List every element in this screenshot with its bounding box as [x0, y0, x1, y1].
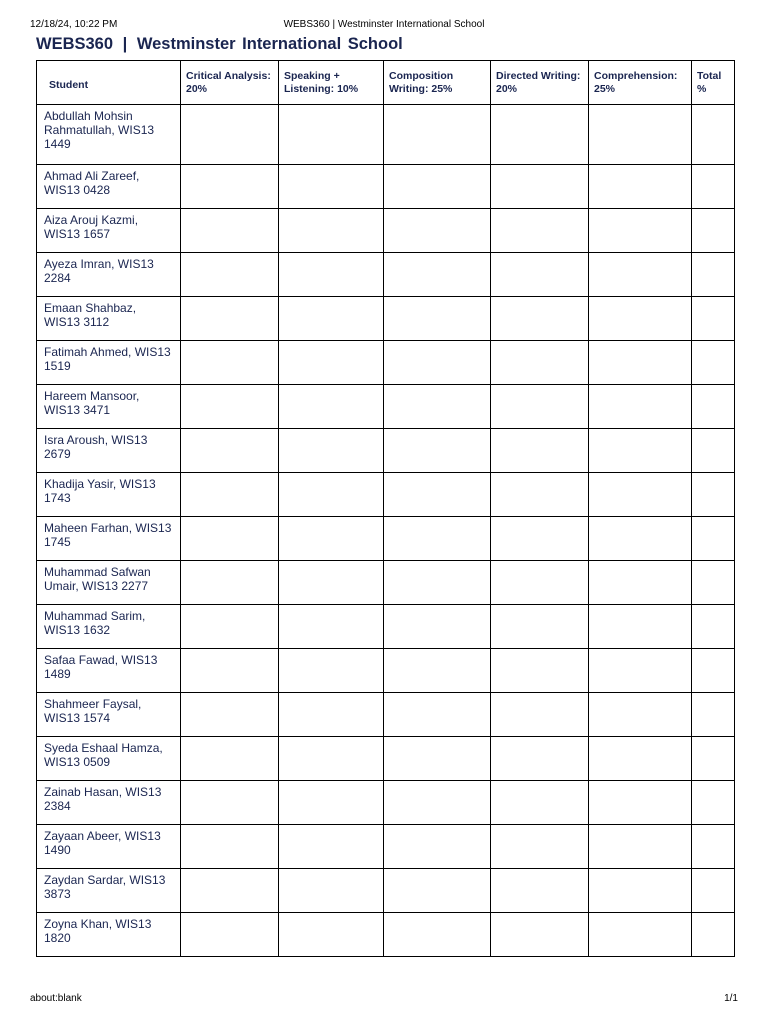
directed-writing-cell: [491, 869, 589, 913]
student-name-cell: Ahmad Ali Zareef, WIS13 0428: [37, 165, 181, 209]
composition-writing-cell: [384, 869, 491, 913]
comprehension-cell: [589, 693, 692, 737]
column-header-critical-analysis: Critical Analysis: 20%: [181, 61, 279, 105]
speaking-listening-cell: [279, 913, 384, 957]
brand-logo-text: WEBS360: [36, 35, 114, 53]
critical-analysis-cell: [181, 385, 279, 429]
speaking-listening-cell: [279, 341, 384, 385]
critical-analysis-cell: [181, 869, 279, 913]
speaking-listening-cell: [279, 737, 384, 781]
critical-analysis-cell: [181, 165, 279, 209]
directed-writing-cell: [491, 517, 589, 561]
comprehension-cell: [589, 297, 692, 341]
total-cell: [692, 825, 735, 869]
composition-writing-cell: [384, 517, 491, 561]
total-cell: [692, 385, 735, 429]
composition-writing-cell: [384, 209, 491, 253]
comprehension-cell: [589, 561, 692, 605]
table-row: [37, 297, 735, 341]
critical-analysis-cell: [181, 649, 279, 693]
total-cell: [692, 105, 735, 165]
table-row: [37, 737, 735, 781]
critical-analysis-cell: [181, 429, 279, 473]
composition-writing-cell: [384, 649, 491, 693]
directed-writing-cell: [491, 473, 589, 517]
speaking-listening-cell: [279, 605, 384, 649]
student-name-cell: Zayaan Abeer, WIS13 1490: [37, 825, 181, 869]
total-cell: [692, 869, 735, 913]
student-name-cell: Zaydan Sardar, WIS13 3873: [37, 869, 181, 913]
comprehension-cell: [589, 825, 692, 869]
table-row: [37, 341, 735, 385]
speaking-listening-cell: [279, 649, 384, 693]
column-header-student: Student: [37, 61, 181, 105]
directed-writing-cell: [491, 605, 589, 649]
comprehension-cell: [589, 341, 692, 385]
column-header-composition-writing: Composition Writing: 25%: [384, 61, 491, 105]
footer-page-number: 1/1: [724, 993, 738, 1004]
comprehension-cell: [589, 209, 692, 253]
comprehension-cell: [589, 781, 692, 825]
student-name-cell: Ayeza Imran, WIS13 2284: [37, 253, 181, 297]
table-row: [37, 693, 735, 737]
critical-analysis-cell: [181, 105, 279, 165]
total-cell: [692, 341, 735, 385]
directed-writing-cell: [491, 693, 589, 737]
student-name-cell: Hareem Mansoor, WIS13 3471: [37, 385, 181, 429]
grades-table: [36, 60, 735, 957]
directed-writing-cell: [491, 385, 589, 429]
critical-analysis-cell: [181, 737, 279, 781]
table-row: [37, 517, 735, 561]
print-date: 12/18/24, 10:22 PM: [30, 19, 118, 30]
column-header-total: Total %: [692, 61, 735, 105]
column-header-directed-writing: Directed Writing: 20%: [491, 61, 589, 105]
table-row: [37, 385, 735, 429]
student-name-cell: Isra Aroush, WIS13 2679: [37, 429, 181, 473]
student-name-cell: Zainab Hasan, WIS13 2384: [37, 781, 181, 825]
directed-writing-cell: [491, 649, 589, 693]
total-cell: [692, 737, 735, 781]
student-name-cell: Muhammad Safwan Umair, WIS13 2277: [37, 561, 181, 605]
speaking-listening-cell: [279, 165, 384, 209]
student-name-cell: Zoyna Khan, WIS13 1820: [37, 913, 181, 957]
speaking-listening-cell: [279, 693, 384, 737]
title-separator: |: [122, 35, 128, 53]
student-name-cell: Muhammad Sarim, WIS13 1632: [37, 605, 181, 649]
column-header-speaking-listening: Speaking + Listening: 10%: [279, 61, 384, 105]
print-header: [30, 19, 738, 33]
total-cell: [692, 209, 735, 253]
student-name-cell: Shahmeer Faysal, WIS13 1574: [37, 693, 181, 737]
footer-url: about:blank: [30, 993, 82, 1004]
table-row: [37, 429, 735, 473]
comprehension-cell: [589, 253, 692, 297]
composition-writing-cell: [384, 341, 491, 385]
print-footer: [30, 993, 738, 1007]
comprehension-cell: [589, 429, 692, 473]
speaking-listening-cell: [279, 105, 384, 165]
directed-writing-cell: [491, 165, 589, 209]
critical-analysis-cell: [181, 297, 279, 341]
student-name-cell: Safaa Fawad, WIS13 1489: [37, 649, 181, 693]
school-name: Westminster International School: [136, 35, 403, 53]
total-cell: [692, 781, 735, 825]
critical-analysis-cell: [181, 341, 279, 385]
student-name-cell: Syeda Eshaal Hamza, WIS13 0509: [37, 737, 181, 781]
table-header-row: [37, 61, 735, 105]
table-row: [37, 473, 735, 517]
directed-writing-cell: [491, 429, 589, 473]
table-row: [37, 605, 735, 649]
speaking-listening-cell: [279, 385, 384, 429]
composition-writing-cell: [384, 385, 491, 429]
critical-analysis-cell: [181, 913, 279, 957]
table-row: [37, 825, 735, 869]
grades-table-body: [37, 105, 735, 957]
table-row: [37, 649, 735, 693]
directed-writing-cell: [491, 825, 589, 869]
directed-writing-cell: [491, 737, 589, 781]
critical-analysis-cell: [181, 605, 279, 649]
student-name-cell: Emaan Shahbaz, WIS13 3112: [37, 297, 181, 341]
student-name-cell: Fatimah Ahmed, WIS13 1519: [37, 341, 181, 385]
composition-writing-cell: [384, 605, 491, 649]
speaking-listening-cell: [279, 209, 384, 253]
comprehension-cell: [589, 517, 692, 561]
critical-analysis-cell: [181, 517, 279, 561]
composition-writing-cell: [384, 429, 491, 473]
table-row: [37, 913, 735, 957]
speaking-listening-cell: [279, 517, 384, 561]
directed-writing-cell: [491, 781, 589, 825]
directed-writing-cell: [491, 913, 589, 957]
speaking-listening-cell: [279, 781, 384, 825]
critical-analysis-cell: [181, 693, 279, 737]
total-cell: [692, 649, 735, 693]
speaking-listening-cell: [279, 473, 384, 517]
student-name-cell: Abdullah Mohsin Rahmatullah, WIS13 1449: [37, 105, 181, 165]
table-row: [37, 253, 735, 297]
composition-writing-cell: [384, 253, 491, 297]
student-name-cell: Maheen Farhan, WIS13 1745: [37, 517, 181, 561]
table-row: [37, 869, 735, 913]
total-cell: [692, 429, 735, 473]
composition-writing-cell: [384, 105, 491, 165]
total-cell: [692, 297, 735, 341]
critical-analysis-cell: [181, 209, 279, 253]
speaking-listening-cell: [279, 869, 384, 913]
composition-writing-cell: [384, 165, 491, 209]
comprehension-cell: [589, 605, 692, 649]
directed-writing-cell: [491, 561, 589, 605]
comprehension-cell: [589, 913, 692, 957]
directed-writing-cell: [491, 209, 589, 253]
table-row: [37, 105, 735, 165]
composition-writing-cell: [384, 297, 491, 341]
composition-writing-cell: [384, 473, 491, 517]
composition-writing-cell: [384, 693, 491, 737]
table-row: [37, 209, 735, 253]
print-title: WEBS360 | Westminster International School: [283, 19, 485, 30]
page-title: [36, 35, 403, 54]
total-cell: [692, 913, 735, 957]
comprehension-cell: [589, 385, 692, 429]
total-cell: [692, 253, 735, 297]
composition-writing-cell: [384, 561, 491, 605]
speaking-listening-cell: [279, 253, 384, 297]
total-cell: [692, 165, 735, 209]
total-cell: [692, 517, 735, 561]
composition-writing-cell: [384, 781, 491, 825]
table-row: [37, 561, 735, 605]
total-cell: [692, 693, 735, 737]
critical-analysis-cell: [181, 825, 279, 869]
comprehension-cell: [589, 869, 692, 913]
total-cell: [692, 473, 735, 517]
critical-analysis-cell: [181, 473, 279, 517]
student-name-cell: Khadija Yasir, WIS13 1743: [37, 473, 181, 517]
speaking-listening-cell: [279, 561, 384, 605]
comprehension-cell: [589, 473, 692, 517]
composition-writing-cell: [384, 825, 491, 869]
table-row: [37, 165, 735, 209]
composition-writing-cell: [384, 913, 491, 957]
directed-writing-cell: [491, 297, 589, 341]
total-cell: [692, 605, 735, 649]
comprehension-cell: [589, 737, 692, 781]
comprehension-cell: [589, 105, 692, 165]
comprehension-cell: [589, 165, 692, 209]
speaking-listening-cell: [279, 297, 384, 341]
critical-analysis-cell: [181, 781, 279, 825]
speaking-listening-cell: [279, 429, 384, 473]
directed-writing-cell: [491, 341, 589, 385]
total-cell: [692, 561, 735, 605]
student-name-cell: Aiza Arouj Kazmi, WIS13 1657: [37, 209, 181, 253]
critical-analysis-cell: [181, 561, 279, 605]
comprehension-cell: [589, 649, 692, 693]
speaking-listening-cell: [279, 825, 384, 869]
table-row: [37, 781, 735, 825]
directed-writing-cell: [491, 253, 589, 297]
composition-writing-cell: [384, 737, 491, 781]
critical-analysis-cell: [181, 253, 279, 297]
column-header-comprehension: Comprehension: 25%: [589, 61, 692, 105]
directed-writing-cell: [491, 105, 589, 165]
